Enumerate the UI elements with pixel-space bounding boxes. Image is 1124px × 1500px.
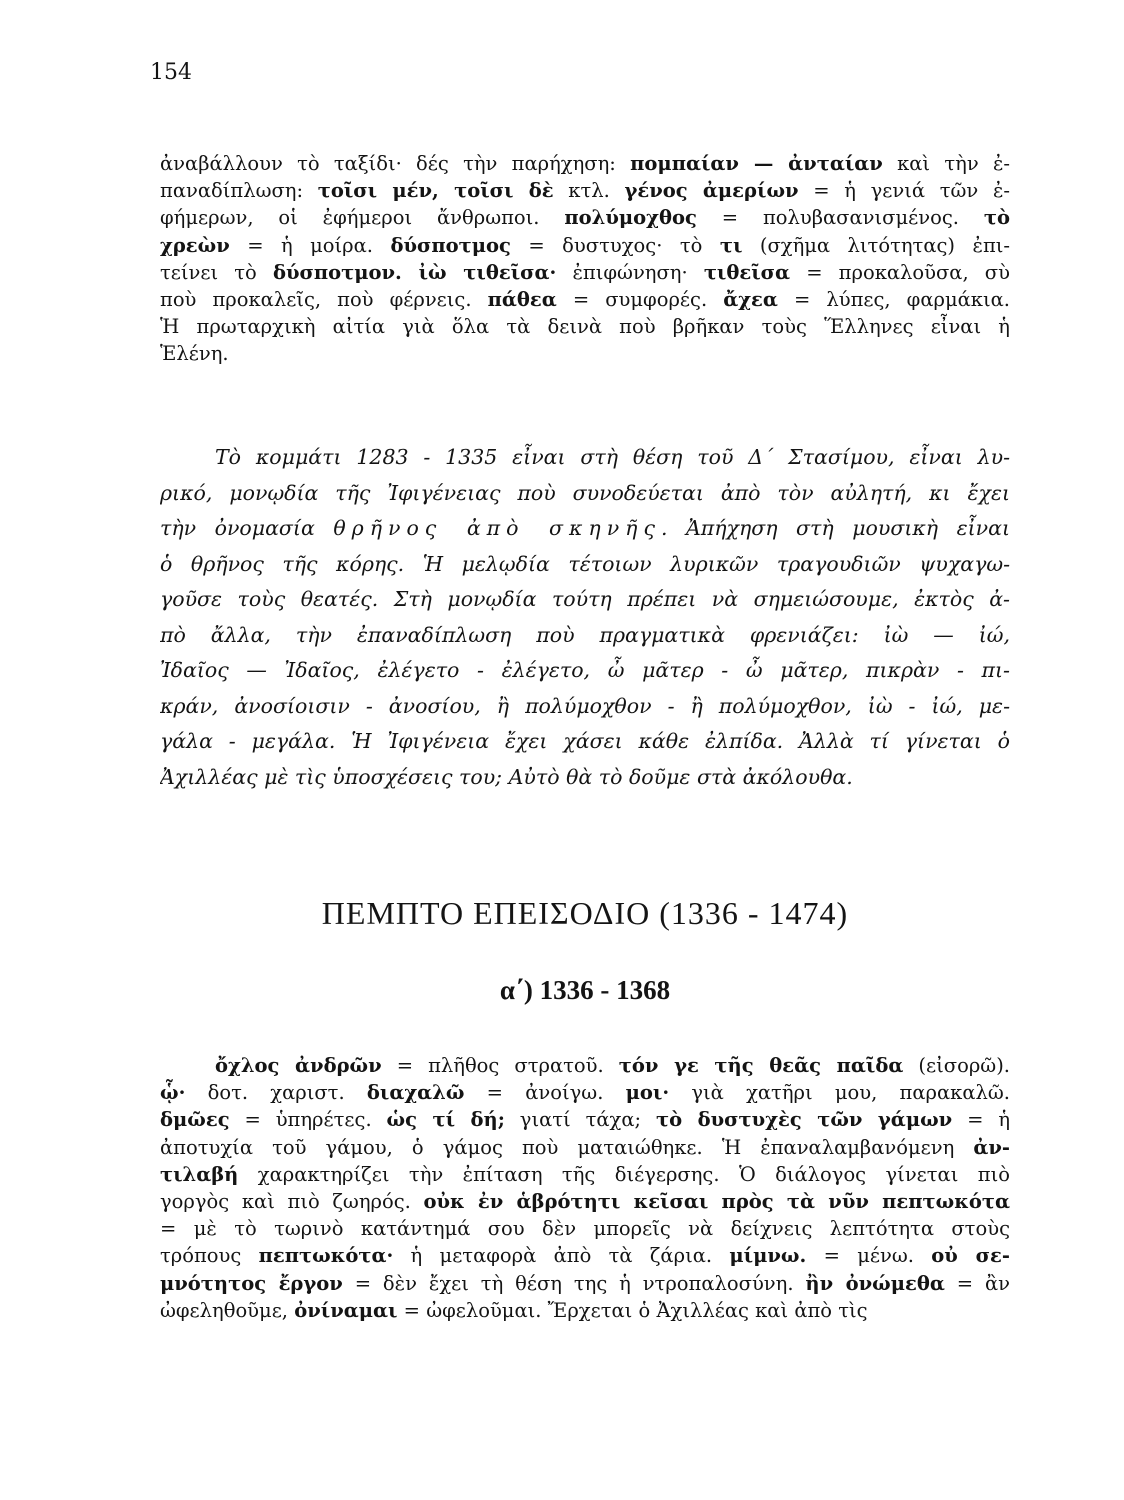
- text-run: κράν, ἀνοσίοισιν - ἀνοσίου, ἢ πολύμοχθον - ἢ πολύμοχθον, ἰὼ - ἰώ, με-: [160, 693, 1010, 718]
- text-run: = ἂν: [944, 1271, 1010, 1295]
- text-run: δοτ. χαριστ.: [185, 1081, 367, 1105]
- text-run: τὴν ὀνομασία: [160, 516, 334, 540]
- text-run: κτλ.: [553, 179, 625, 203]
- text-run: = ἡ μοίρα.: [229, 233, 391, 257]
- text-run: = ἀνοίγω.: [464, 1081, 626, 1105]
- text-line: [160, 313, 1010, 340]
- lemma-term: οὐ σε-: [931, 1244, 1010, 1268]
- lemma-term: τοῖσι μέν, τοῖσι δὲ: [317, 179, 554, 203]
- text-run: Ἰδαῖος — Ἰδαῖος, ἐλέγετο - ἐλέγετο, ὦ μᾶτερ - ὦ μᾶτερ, πικρὰν - πι-: [160, 658, 1010, 682]
- text-run: φήμερων, οἱ ἐφήμεροι ἄνθρωποι.: [160, 206, 565, 230]
- text-line: [160, 689, 1010, 725]
- text-run: πὸ ἄλλα, τὴν ἐπαναδίπλωση ποὺ πραγματικὰ φρενιάζει: ἰὼ — ἰώ,: [160, 622, 1010, 647]
- text-line: [160, 1297, 1010, 1324]
- text-run: = πολυβασανισμένος.: [696, 206, 984, 230]
- text-line: [160, 1270, 1010, 1297]
- text-run: Τὸ κομμάτι 1283 - 1335 εἶναι στὴ θέση τοῦ Δ´ Στασίμου, εἶναι λυ-: [215, 445, 1010, 469]
- text-line: [160, 1134, 1010, 1161]
- lemma-term: ὄχλος ἀνδρῶν: [215, 1054, 382, 1077]
- text-run: γιατί τάχα;: [504, 1108, 657, 1132]
- section-subtitle: α΄) 1336 - 1368: [499, 975, 671, 1005]
- text-line: [160, 582, 1010, 618]
- text-run: παναδίπλωση:: [160, 179, 318, 203]
- text-line: [160, 1188, 1010, 1215]
- lemma-term: τιλαβή: [160, 1162, 239, 1186]
- text-run: τείνει τὸ: [160, 260, 273, 284]
- text-run: = συμφορές.: [556, 288, 724, 312]
- lemma-term: χρεὼν: [160, 233, 230, 257]
- page-number: 154: [150, 60, 192, 85]
- commentary-bottom: [160, 1052, 1010, 1324]
- text-run: (σχῆμα λιτότητας) ἐπι-: [742, 233, 1010, 257]
- text-line: [160, 1242, 1010, 1269]
- lemma-term: γένος ἀμερίων: [624, 179, 799, 203]
- text-run: . Ἀπήχηση στὴ μουσικὴ εἶναι: [660, 516, 1010, 540]
- text-line: [160, 760, 1010, 796]
- text-run: Ἀχιλλέας μὲ τὶς ὑποσχέσεις του; Αὐτὸ θὰ τὸ δοῦμε στὰ ἀκόλουθα.: [160, 764, 853, 789]
- lemma-term: ἢν ὀνώμεθα: [805, 1271, 945, 1295]
- lemma-term: πάθεα: [487, 288, 557, 312]
- spaced-term: θρῆνος ἀπὸ σκηνῆς: [333, 516, 661, 540]
- text-run: ἀποτυχία τοῦ γάμου, ὁ γάμος ποὺ ματαιώθηκε. Ἡ ἐπαναλαμβανόμενη: [160, 1135, 974, 1159]
- lemma-term: δύσποτμον. ἰὼ τιθεῖσα·: [272, 260, 557, 284]
- text-run: = ὠφελοῦμαι. Ἔρχεται ὁ Ἀχιλλέας καὶ ἀπὸ τὶς: [397, 1298, 868, 1322]
- text-run: ὠφεληθοῦμε,: [160, 1298, 295, 1322]
- text-line: [160, 511, 1010, 547]
- lemma-term: τι: [719, 233, 743, 257]
- lemma-term: μνότητος ἔργον: [160, 1271, 343, 1295]
- text-run: Ἡ πρωταρχικὴ αἰτία γιὰ ὅλα τὰ δεινὰ ποὺ βρῆκαν τοὺς Ἕλληνες εἶναι ἡ: [160, 315, 1010, 339]
- lemma-term: ὡς τί δή;: [386, 1108, 505, 1132]
- lemma-term: τὸ: [983, 206, 1010, 230]
- text-run: = μένω.: [806, 1244, 932, 1268]
- text-run: Ἑλένη.: [160, 342, 229, 366]
- lemma-term: πολύμοχθος: [564, 206, 697, 230]
- text-run: γοῦσε τοὺς θεατές. Στὴ μονῳδία τούτη πρέπει νὰ σημειώσουμε, ἐκτὸς ἀ-: [160, 587, 1010, 611]
- intro-italic-paragraph: [160, 440, 1010, 795]
- text-line: [160, 618, 1010, 654]
- commentary-top: [160, 150, 1010, 368]
- lemma-term: ἄχεα: [723, 288, 778, 312]
- text-line: [160, 476, 1010, 512]
- text-run: γοργὸς καὶ πιὸ ζωηρός.: [160, 1190, 424, 1214]
- lemma-term: τόν γε τῆς θεᾶς παῖδα: [618, 1054, 904, 1077]
- lemma-term: πομπαίαν — ἀνταίαν: [630, 152, 883, 175]
- text-line: [160, 286, 1010, 313]
- text-run: = προκαλοῦσα, σὺ: [790, 260, 1010, 284]
- section-title: ΠΕΜΠΤΟ ΕΠΕΙΣΟΔΙΟ (1336 - 1474): [321, 895, 849, 931]
- text-run: ποὺ προκαλεῖς, ποὺ φέρνεις.: [160, 288, 488, 312]
- text-run: ἐπιφώνηση·: [556, 260, 704, 284]
- lemma-term: διαχαλῶ: [366, 1081, 465, 1105]
- text-line: [160, 547, 1010, 583]
- text-line: [160, 724, 1010, 760]
- text-run: = δυστυχος· τὸ: [510, 233, 720, 257]
- text-run: = πλῆθος στρατοῦ.: [381, 1054, 619, 1077]
- text-run: = μὲ τὸ τωρινὸ κατάντημά σου δὲν μπορεῖς νὰ δείχνεις λεπτότητα στοὺς: [160, 1217, 1010, 1241]
- text-run: (εἰσορῶ).: [903, 1054, 1010, 1077]
- text-run: = λύπες, φαρμάκια.: [777, 288, 1010, 312]
- lemma-term: μοι·: [625, 1081, 670, 1105]
- text-line: [160, 1052, 1010, 1079]
- lemma-term: δύσποτμος: [390, 233, 511, 257]
- lemma-term: πεπτωκότα·: [258, 1244, 394, 1268]
- text-run: ρικό, μονῳδία τῆς Ἰφιγένειας ποὺ συνοδεύεται ἀπὸ τὸν αὐλητή, κι ἔχει: [160, 480, 1010, 505]
- text-line: [160, 1106, 1010, 1133]
- text-run: ὁ θρῆνος τῆς κόρης. Ἡ μελῳδία τέτοιων λυρικῶν τραγουδιῶν ψυχαγω-: [160, 551, 1010, 576]
- text-run: = ἡ: [952, 1108, 1010, 1132]
- lemma-term: δμῶες: [160, 1108, 230, 1132]
- text-line: [160, 177, 1010, 204]
- text-run: χαρακτηρίζει τὴν ἐπίταση τῆς διέγερσης. Ὁ διάλογος γίνεται πιὸ: [238, 1162, 1010, 1186]
- text-line: [160, 150, 1010, 177]
- text-run: τρόπους: [160, 1244, 259, 1268]
- text-run: καὶ τὴν ἐ-: [882, 152, 1010, 175]
- text-line: [160, 440, 1010, 476]
- lemma-term: τιθεῖσα: [703, 260, 791, 284]
- lemma-term: ᾧ·: [160, 1081, 186, 1105]
- text-line: [160, 259, 1010, 286]
- text-run: ἀναβάλλουν τὸ ταξίδι· δές τὴν παρήχηση:: [160, 152, 631, 175]
- text-line: [160, 653, 1010, 689]
- text-line: [160, 340, 1010, 367]
- lemma-term: τὸ δυστυχὲς τῶν γάμων: [656, 1108, 953, 1132]
- text-line: [160, 1215, 1010, 1242]
- text-run: = ἡ γενιά τῶν ἐ-: [798, 179, 1010, 203]
- text-run: γάλα - μεγάλα. Ἡ Ἰφιγένεια ἔχει χάσει κάθε ἐλπίδα. Ἀλλὰ τί γίνεται ὁ: [160, 729, 1010, 753]
- text-line: [160, 232, 1010, 259]
- text-run: ἡ μεταφορὰ ἀπὸ τὰ ζάρια.: [393, 1244, 730, 1268]
- lemma-term: ὀνίναμαι: [294, 1298, 398, 1322]
- text-line: [160, 1161, 1010, 1188]
- text-run: = ὑπηρέτες.: [229, 1108, 387, 1132]
- text-run: = δὲν ἔχει τὴ θέση της ἡ ντροπαλοσύνη.: [342, 1271, 806, 1295]
- lemma-term: οὐκ ἐν ἁβρότητι κεῖσαι πρὸς τὰ νῦν πεπτωκότα: [423, 1190, 1010, 1214]
- lemma-term: μίμνω.: [729, 1244, 807, 1268]
- text-line: [160, 1079, 1010, 1106]
- lemma-term: ἀν-: [973, 1135, 1010, 1159]
- text-run: γιὰ χατῆρι μου, παρακαλῶ.: [669, 1081, 1010, 1105]
- text-line: [160, 204, 1010, 231]
